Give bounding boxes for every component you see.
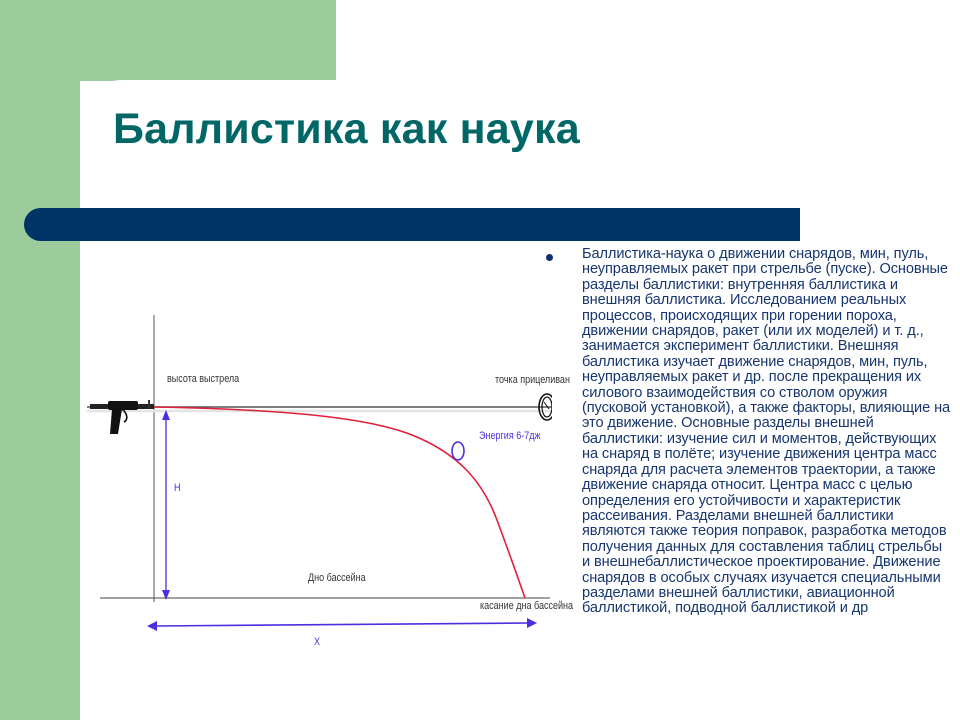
bullet-point-icon (546, 254, 553, 261)
distance-arrow (154, 623, 530, 626)
trajectory-diagram-graphic (82, 310, 552, 670)
slide-title: Баллистика как наука (113, 105, 580, 153)
label-distance-symbol: X (314, 636, 321, 648)
speargun-icon (90, 400, 154, 434)
accent-bar (24, 208, 800, 241)
label-aim-point: точка прицеливан (495, 374, 570, 386)
trajectory-diagram (82, 310, 574, 670)
label-pool-bottom: Дно бассейна (308, 572, 366, 584)
background-green-left-strip (0, 0, 80, 720)
circle-marker-icon (452, 442, 464, 460)
label-energy: Энергия 6-7дж (479, 430, 541, 442)
label-bottom-contact: касание дна бассейна (480, 600, 574, 612)
trajectory-curve (154, 407, 525, 598)
label-height-symbol: H (174, 482, 181, 494)
bullet-text: Баллистика-наука о движении снарядов, мин, пуль, неуправляемых ракет при стрельбе (пуске). Основные разделы баллистики: внутренняя баллистика и внешняя баллистика. Исследованием реальных процессов, происходящих при горении пороха, движении снарядов, ракет (или их моделей) и т. д., занимается эксперимент баллистики. Внешняя баллистика изучает движение снарядов, мин, пуль, неуправляемых ракет и др. после прекращения их силового взаимодействия со стволом оружия (пусковой установкой), а также факторы, влияющие на это движение. Основные разделы внешней баллистики: изучение сил и моментов, действующих на снаряд в полёте; изучение движения центра масс снаряда для расчета элементов траектории, а также движение снаряда относит. Центра масс с целью определения его устойчивости и характеристик рассеивания. Разделами внешней баллистики являются также теория поправок, разработка методов получения данных для составления таблиц стрельбы и внешнебаллистическое проектирование. Движение снарядов в особых случаях изучается специальными разделами внешней баллистики, авиационной баллистикой, подводной баллистикой и др (582, 246, 951, 617)
label-shot-height: высота выстрела (167, 373, 240, 385)
